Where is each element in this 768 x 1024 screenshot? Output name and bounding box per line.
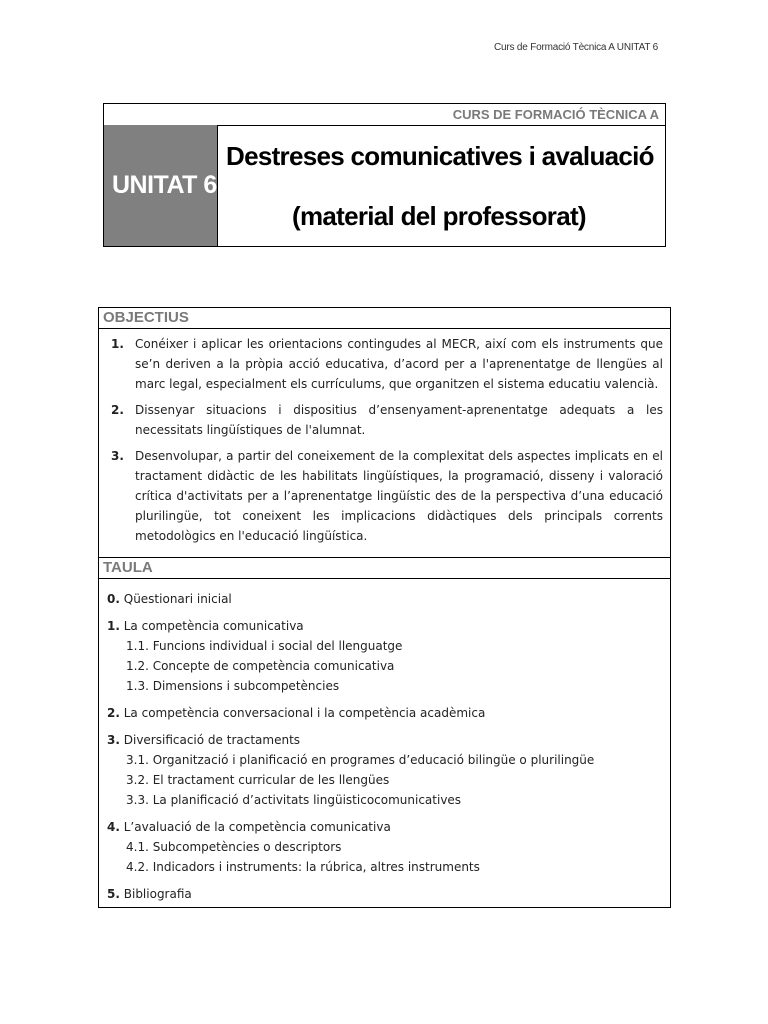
objective-number: 2. [111, 403, 124, 417]
toc-section [107, 884, 662, 904]
table-of-contents [99, 579, 670, 904]
toc-group [107, 817, 662, 877]
toc-section [107, 730, 662, 750]
toc-subsection: 1.1. Funcions individual i social del llenguatge [126, 639, 403, 653]
toc-number: 3. [107, 733, 120, 747]
objective-number: 1. [111, 337, 124, 351]
document-subtitle: (material del professorat) [292, 201, 586, 231]
toc-subsection: 1.3. Dimensions i subcompetències [126, 679, 340, 693]
objective-number: 3. [111, 449, 124, 463]
running-header: Curs de Formació Tècnica A UNITAT 6 [494, 42, 658, 53]
objective-text: Conéixer i aplicar les orientacions contingudes al MECR, així com els instruments que se’n deriven a la pròpia acció educativa, d’acord per a l'aprenentatge de llengües al marc legal, especialment els currículums, que organitzen el sistema educatiu valencià. [135, 337, 663, 391]
toc-subsection: 1.2. Concepte de competència comunicativa [126, 659, 395, 673]
objectius-list [99, 329, 670, 558]
toc-section [107, 589, 662, 609]
toc-label: Diversificació de tractaments [123, 733, 301, 747]
toc-group [107, 616, 662, 696]
toc-section [107, 616, 662, 636]
toc-subsection: 3.1. Organització i planificació en programes d’educació bilingüe o plurilingüe [126, 753, 595, 767]
course-label: CURS DE FORMACIÓ TÈCNICA A [104, 104, 665, 126]
unit-label: UNITAT 6 [104, 125, 218, 246]
objective-text: Dissenyar situacions i dispositius d’ensenyament-aprenentatge adequats a les necessitats lingüístiques de l'alumnat. [135, 403, 663, 437]
toc-number: 0. [107, 592, 120, 606]
toc-label: Qüestionari inicial [123, 592, 232, 606]
objective-item [111, 446, 663, 546]
toc-label: Bibliografia [123, 887, 192, 901]
toc-label: L’avaluació de la competència comunicativa [123, 820, 391, 834]
content-box [98, 307, 671, 908]
document-title: Destreses comunicatives i avaluació [226, 141, 654, 171]
title-cell [218, 125, 665, 246]
toc-subsection: 4.1. Subcompetències o descriptors [126, 840, 342, 854]
toc-section [107, 817, 662, 837]
toc-section [107, 703, 662, 723]
taula-heading: TAULA [99, 558, 670, 579]
title-box [103, 103, 666, 247]
toc-label: La competència comunicativa [123, 619, 304, 633]
toc-subsection: 3.2. El tractament curricular de les llengües [126, 773, 390, 787]
toc-subsection: 3.3. La planificació d’activitats lingüisticocomunicatives [126, 793, 462, 807]
objective-text: Desenvolupar, a partir del coneixement de la complexitat dels aspectes implicats en el tractament didàctic de les habilitats lingüístiques, la programació, disseny i valoració crítica d'activitats per a l’aprenentatge lingüístic des de la perspectiva d’una educació plurilingüe, tot coneixent les implicacions didàctiques dels principals corrents metodològics en l'educació lingüística. [135, 449, 663, 543]
toc-number: 4. [107, 820, 120, 834]
toc-label: La competència conversacional i la competència acadèmica [123, 706, 486, 720]
objectius-heading: OBJECTIUS [99, 308, 670, 329]
objective-item [111, 334, 663, 394]
toc-subsection: 4.2. Indicadors i instruments: la rúbrica, altres instruments [126, 860, 480, 874]
toc-number: 5. [107, 887, 120, 901]
toc-group [107, 730, 662, 810]
toc-number: 2. [107, 706, 120, 720]
objective-item [111, 400, 663, 440]
toc-number: 1. [107, 619, 120, 633]
